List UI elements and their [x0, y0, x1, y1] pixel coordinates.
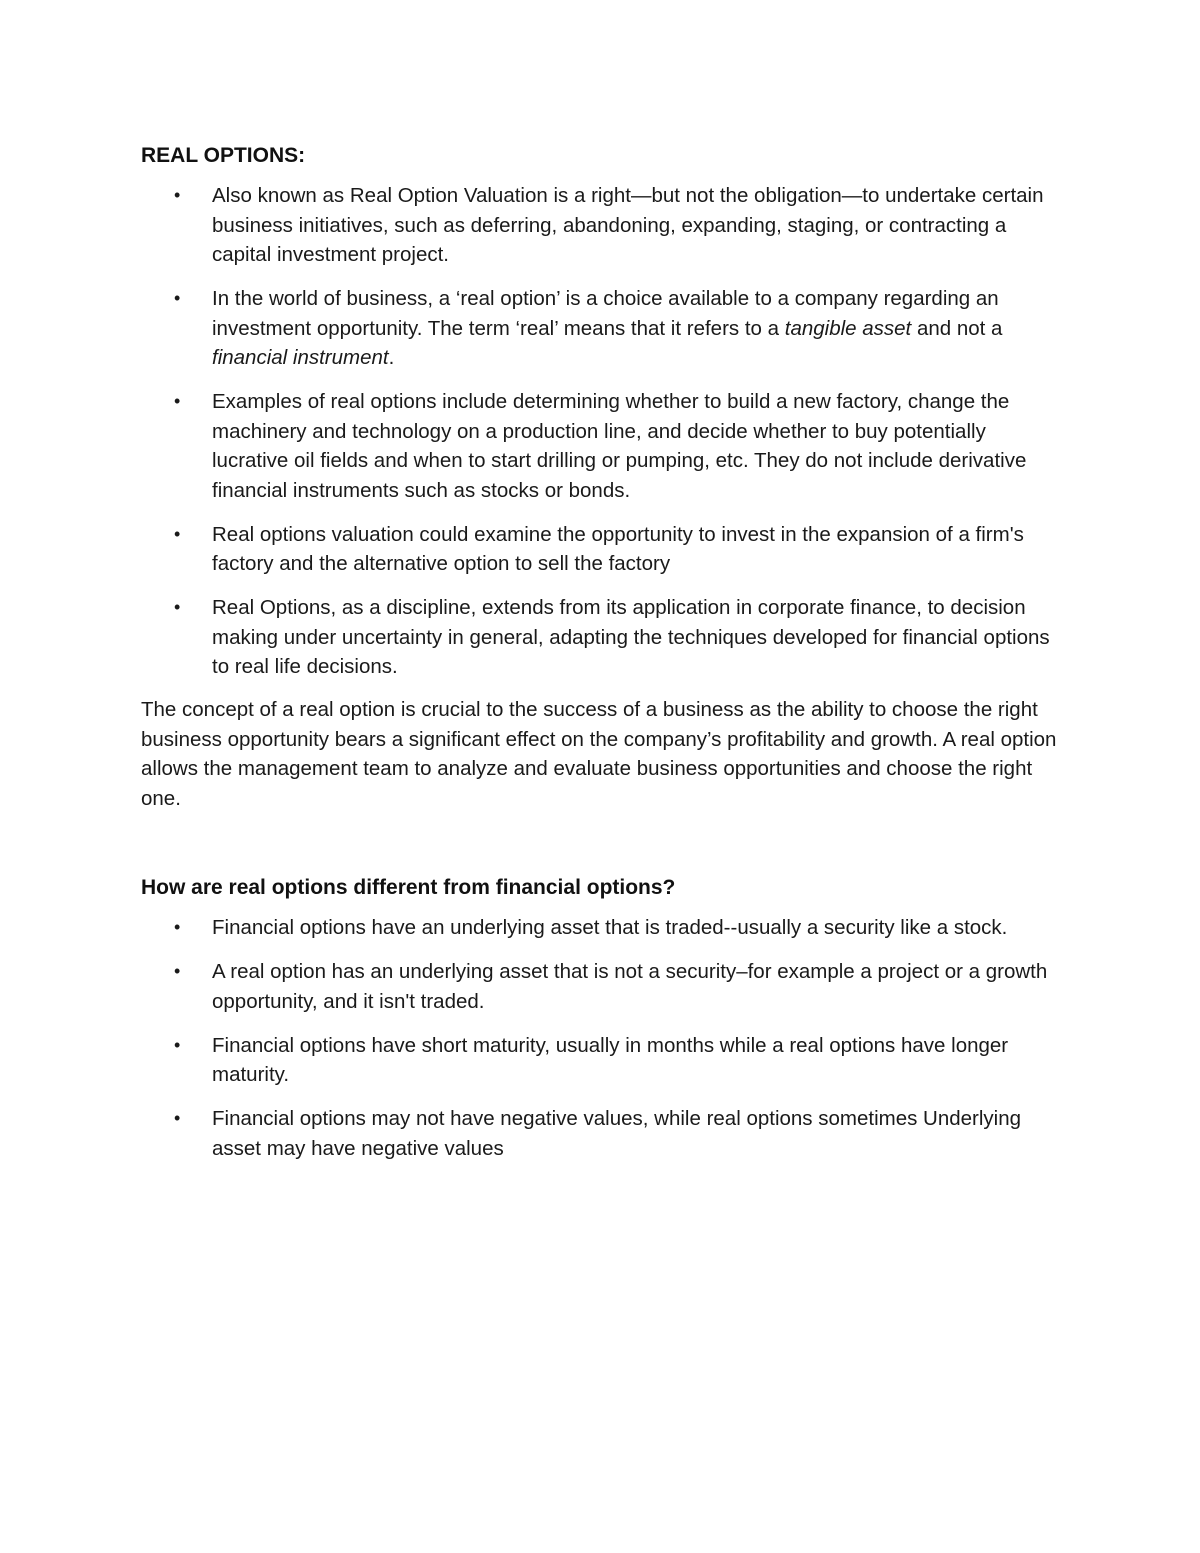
bullet-icon: •: [174, 288, 181, 308]
list-item: [141, 1104, 1061, 1163]
real-options-bullet-list: [141, 181, 1061, 682]
list-item-text: Real options valuation could examine the opportunity to invest in the expansion of a firm's factory and the alternative option to sell the factory: [212, 522, 1024, 575]
list-item: [141, 593, 1061, 682]
list-item-text-after: .: [388, 346, 395, 369]
list-item: [141, 913, 1061, 943]
list-item-italic-financial-instrument: financial instrument: [212, 346, 389, 369]
comparison-bullet-list: [141, 913, 1061, 1163]
list-item: [141, 520, 1061, 579]
bullet-icon: •: [174, 1108, 181, 1128]
list-item-text: A real option has an underlying asset that is not a security–for example a project or a growth opportunity, and it isn't traded.: [212, 960, 1048, 1013]
list-item-text: Also known as Real Option Valuation is a right—but not the obligation—to undertake certain business initiatives, such as deferring, abandoning, expanding, staging, or contracting a capital investment project.: [212, 184, 1044, 266]
bullet-icon: •: [174, 391, 181, 411]
concept-paragraph: The concept of a real option is crucial to the success of a business as the ability to choose the right business opportunity bears a significant effect on the company’s profitability and growth. A real option allows the management team to analyze and evaluate business opportunities and choose the right one.: [141, 698, 1057, 810]
list-item: [141, 957, 1061, 1016]
list-item-text: Financial options have short maturity, usually in months while a real options have longer maturity.: [212, 1033, 1009, 1086]
list-item-text-before: In the world of business, a ‘real option’ is a choice available to a company regarding an investment opportunity. The term ‘real’ means that it refers to a: [212, 287, 999, 340]
list-item-text: Real Options, as a discipline, extends from its application in corporate finance, to decision making under uncertainty in general, adapting the techniques developed for financial options to real life decisions.: [212, 596, 1050, 678]
list-item-text: Financial options may not have negative values, while real options sometimes Underlying asset may have negative values: [212, 1107, 1022, 1160]
section-heading-real-options: REAL OPTIONS:: [141, 144, 306, 167]
list-item: [141, 181, 1061, 270]
list-item-text: Examples of real options include determining whether to build a new factory, change the machinery and technology on a production line, and decide whether to buy potentially lucrative oil fields and when to start drilling or pumping, etc. They do not include derivative financial instruments such as stocks or bonds.: [212, 390, 1027, 502]
bullet-icon: •: [174, 185, 181, 205]
bullet-icon: •: [174, 597, 181, 617]
list-item: [141, 284, 1061, 373]
section-heading-real-vs-financial: How are real options different from financial options?: [141, 876, 676, 899]
bullet-icon: •: [174, 917, 181, 937]
list-item-text: Financial options have an underlying asset that is traded--usually a security like a stock.: [212, 916, 1008, 939]
bullet-icon: •: [174, 961, 181, 981]
list-item: [141, 1031, 1061, 1090]
bullet-icon: •: [174, 1034, 181, 1055]
list-item-text-middle: and not a: [911, 316, 1003, 340]
document-content: [141, 141, 1061, 1178]
list-item-italic-tangible-asset: tangible asset: [784, 316, 912, 340]
list-item: [141, 387, 1061, 505]
bullet-icon: •: [174, 523, 181, 544]
